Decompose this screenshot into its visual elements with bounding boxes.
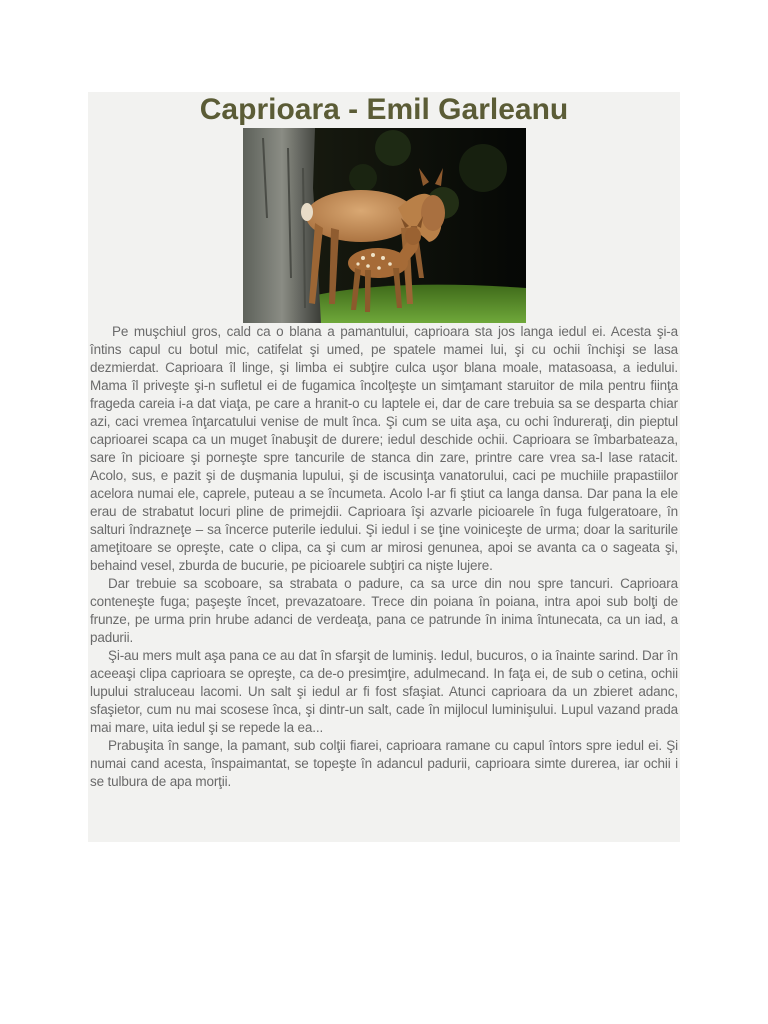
paragraph-3: Şi-au mers mult aşa pana ce au dat în sfarşit de luminiş. Iedul, bucuros, o ia înainte sarind. Dar în aceeaşi clipa caprioara se opreşte, ca de-o presimţire, adulmecand. In faţa ei, de sub o cetina, ochii lupului straluceau lacomi. Un salt şi iedul ar fi fost sfaşiat. Atunci caprioara da un zbieret adanc, sfaşietor, cum nu mai scosese înca, şi dintr-un salt, cade în mijlocul luminişului. Lupul vazand prada mai mare, uita iedul şi se repede la ea...	[90, 648, 678, 735]
document-title: Caprioara - Emil Garleanu	[199, 93, 569, 126]
paragraph-1: Pe muşchiul gros, cald ca o blana a pamantului, caprioara sta jos langa iedul ei. Acesta şi-a întins capul cu botul mic, catifelat şi umed, pe spatele mamei lui, şi cu ochii închişi se lasa dezmierdat. Caprioara îl linge, şi limba ei subţire culca uşor blana moale, matasoasa, a iedului. Mama îl priveşte şi-n sufletul ei de fugamica încolţeşte un simţamant staruitor de mila pentru fiinţa frageda careia i-a dat viaţa, pe care a hranit-o cu laptele ei, dar de care trebuia sa se desparta chiar azi, caci vremea înţarcatului venise de mult înca. Şi cum se uita aşa, cu ochi îndureraţi, din pieptul caprioarei scapa ca un muget înabuşit de durere; iedul deschide ochii. Caprioara se îmbarbateaza, sare în picioare şi porneşte spre tancurile de stanca din zare, printre care vrea sa-l lase ratacit. Acolo, sus, e pazit şi de duşmania lupului, şi de iscusinţa vanatorului, caci pe muchiile prapastiilor acelora numai ele, caprele, puteau a se încumeta. Acolo l-ar fi ştiut ca langa dansa. Dar pana la ele erau de strabatut locuri pline de primejdii. Caprioara îşi azvarle picioarele în fuga fulgeratoare, în salturi îndrazneţe – sa încerce puterile iedului. Şi iedul i se ţine voiniceşte de urma; doar la sariturile ameţitoare se opreşte, cate o clipa, ca şi cum ar mirosi genunea, apoi se avanta ca o sageata şi, behaind vesel, zburda de bucurie, pe picioarele subţiri ca nişte lujere.	[90, 324, 678, 573]
story-text	[90, 323, 678, 791]
paragraph-4: Prabuşita în sange, la pamant, sub colţii fiarei, caprioara ramane cu capul întors spre iedul ei. Şi numai cand acesta, înspaimantat, se topeşte în adancul padurii, caprioara simte durerea, iar ochii i se tulbura de apa morţii.	[90, 738, 678, 789]
paragraph-2: Dar trebuie sa scoboare, sa strabata o padure, ca sa urce din nou spre tancuri. Caprioara conteneşte fuga; paşeşte încet, prevazatoare. Trece din poiana în poiana, intra apoi sub bolţi de frunze, pe urma prin hrube adanci de verdeaţa, pana ce patrunde în inima întunecata, ca un iad, a padurii.	[90, 576, 678, 645]
document-page	[88, 92, 680, 842]
doe-and-fawn-photo	[243, 128, 526, 323]
